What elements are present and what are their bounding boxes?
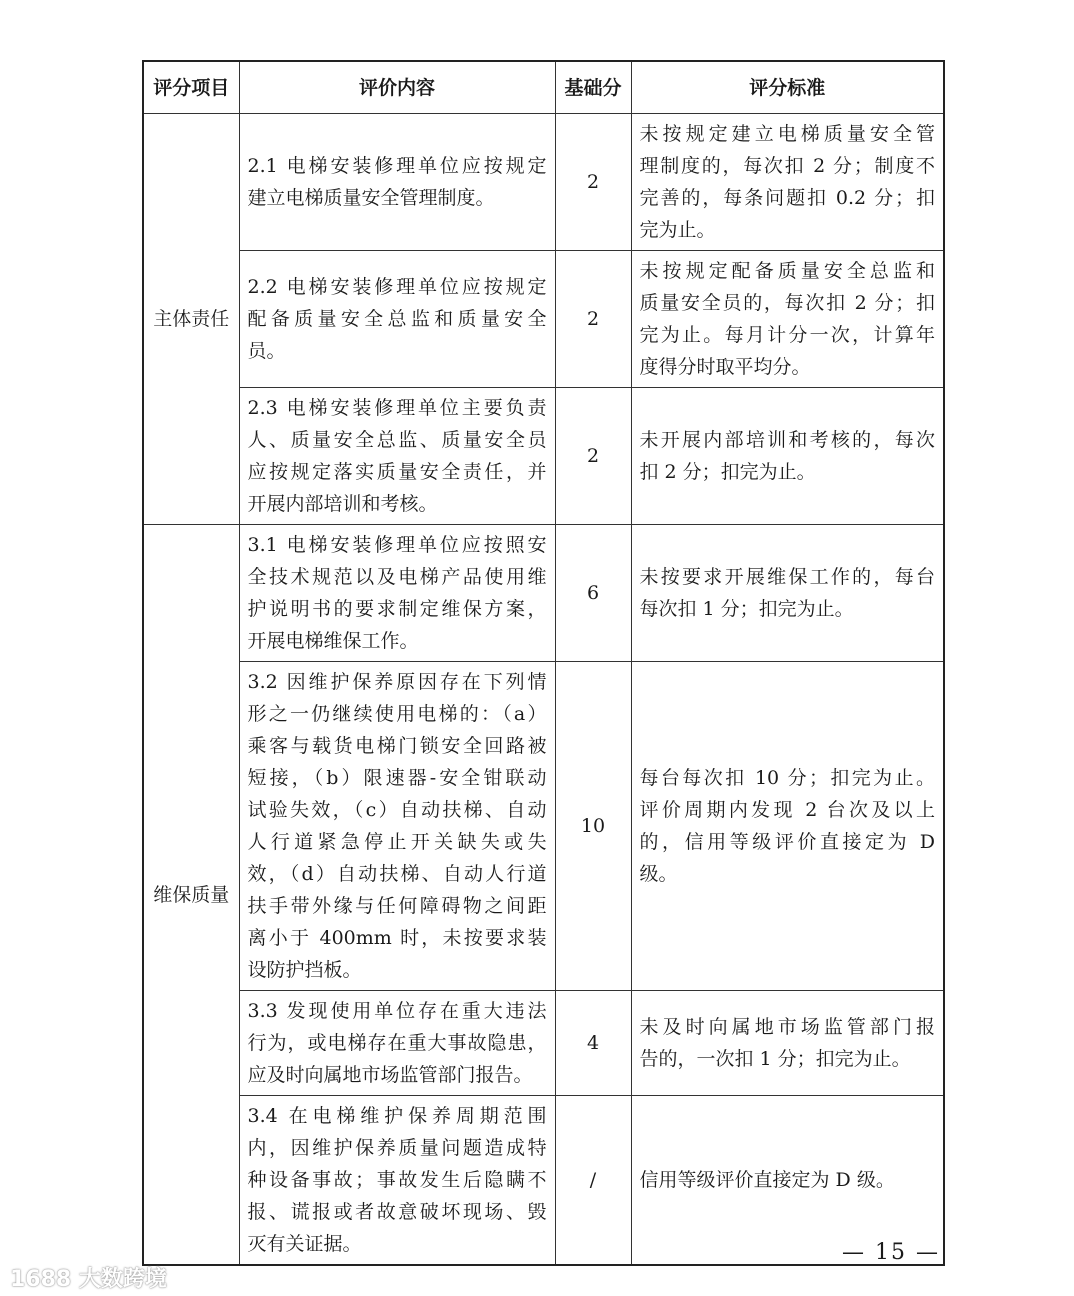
criteria-cell <box>631 251 944 388</box>
header-criteria: 评分标准 <box>631 61 944 114</box>
text-line: 行为，或电梯存在重大事故隐患， <box>247 1032 547 1054</box>
text-line: 乘客与载货电梯门锁安全回路被 <box>247 735 547 757</box>
page-number: — 15 — <box>842 1240 940 1265</box>
content-cell <box>239 1096 555 1266</box>
text-line: 3.2 因维护保养原因存在下列情 <box>247 671 547 693</box>
text-line: 开展电梯维保工作。 <box>247 630 419 652</box>
text-line: 灭有关证据。 <box>247 1233 362 1255</box>
table-row <box>143 662 944 991</box>
score-cell: 4 <box>555 991 631 1096</box>
text-line: 信用等级评价直接定为 D 级。 <box>639 1169 895 1191</box>
text-line: 人、质量安全总监、质量安全员 <box>247 429 547 451</box>
text-line: 未开展内部培训和考核的，每次 <box>639 429 935 451</box>
text-line: 离小于 400mm 时，未按要求装 <box>247 927 547 949</box>
table-row <box>143 525 944 662</box>
content-cell <box>239 114 555 251</box>
content-cell <box>239 388 555 525</box>
text-line: 扶手带外缘与任何障碍物之间距 <box>247 895 547 917</box>
text-line: 告的，一次扣 1 分；扣完为止。 <box>639 1048 911 1070</box>
text-line: 试验失效，（c）自动扶梯、自动 <box>247 799 547 821</box>
text-line: 种设备事故；事故发生后隐瞒不 <box>247 1169 547 1191</box>
text-line: 3.3 发现使用单位存在重大违法 <box>247 1000 547 1022</box>
text-line: 理制度的，每次扣 2 分；制度不 <box>639 155 935 177</box>
text-line: 人行道紧急停止开关缺失或失 <box>247 831 547 853</box>
text-line: 未按规定配备质量安全总监和 <box>639 260 935 282</box>
content-cell <box>239 525 555 662</box>
score-cell: 6 <box>555 525 631 662</box>
text-line: 开展内部培训和考核。 <box>247 493 438 515</box>
text-line: 完为止。 <box>639 219 716 241</box>
text-line: 2.1 电梯安装修理单位应按规定 <box>247 155 547 177</box>
category-cell: 维保质量 <box>143 525 239 1266</box>
content-cell <box>239 662 555 991</box>
header-score: 基础分 <box>555 61 631 114</box>
text-line: 建立电梯质量安全管理制度。 <box>247 187 495 209</box>
criteria-cell <box>631 388 944 525</box>
score-cell: 10 <box>555 662 631 991</box>
text-line: 完善的，每条问题扣 0.2 分；扣 <box>639 187 935 209</box>
text-line: 报、谎报或者故意破坏现场、毁 <box>247 1201 547 1223</box>
text-line: 完为止。每月计分一次，计算年 <box>639 324 935 346</box>
header-content: 评价内容 <box>239 61 555 114</box>
text-line: 度得分时取平均分。 <box>639 356 811 378</box>
category-cell: 主体责任 <box>143 114 239 525</box>
text-line: 未及时向属地市场监管部门报 <box>639 1016 935 1038</box>
scoring-table <box>142 60 945 1266</box>
text-line: 应及时向属地市场监管部门报告。 <box>247 1064 533 1086</box>
criteria-cell <box>631 991 944 1096</box>
criteria-cell <box>631 662 944 991</box>
text-line: 2.2 电梯安装修理单位应按规定 <box>247 276 547 298</box>
text-line: 2.3 电梯安装修理单位主要负责 <box>247 397 547 419</box>
text-line: 配备质量安全总监和质量安全 <box>247 308 547 330</box>
text-line: 效，（d）自动扶梯、自动人行道 <box>247 863 547 885</box>
table-row <box>143 251 944 388</box>
text-line: 未按规定建立电梯质量安全管 <box>639 123 935 145</box>
text-line: 形之一仍继续使用电梯的：（a） <box>247 703 547 725</box>
text-line: 的，信用等级评价直接定为 D <box>639 831 935 853</box>
text-line: 应按规定落实质量安全责任，并 <box>247 461 547 483</box>
text-line: 设防护挡板。 <box>247 959 362 981</box>
text-line: 扣 2 分；扣完为止。 <box>639 461 816 483</box>
text-line: 每台每次扣 10 分；扣完为止。 <box>639 767 935 789</box>
table-row <box>143 991 944 1096</box>
table-row <box>143 1096 944 1266</box>
table-header-row <box>143 61 944 114</box>
text-line: 内，因维护保养质量问题造成特 <box>247 1137 547 1159</box>
header-category: 评分项目 <box>143 61 239 114</box>
score-cell: 2 <box>555 114 631 251</box>
criteria-cell <box>631 525 944 662</box>
score-cell: 2 <box>555 388 631 525</box>
watermark-logo: 1688 大数跨境 <box>10 1267 167 1292</box>
text-line: 级。 <box>639 863 678 885</box>
text-line: 每次扣 1 分；扣完为止。 <box>639 598 854 620</box>
text-line: 质量安全员的，每次扣 2 分；扣 <box>639 292 935 314</box>
score-cell: / <box>555 1096 631 1266</box>
text-line: 3.1 电梯安装修理单位应按照安 <box>247 534 547 556</box>
text-line: 未按要求开展维保工作的，每台 <box>639 566 935 588</box>
content-cell <box>239 991 555 1096</box>
text-line: 短接，（b）限速器-安全钳联动 <box>247 767 547 789</box>
text-line: 评价周期内发现 2 台次及以上 <box>639 799 935 821</box>
score-cell: 2 <box>555 251 631 388</box>
text-line: 全技术规范以及电梯产品使用维 <box>247 566 547 588</box>
criteria-cell <box>631 114 944 251</box>
text-line: 员。 <box>247 340 286 362</box>
text-line: 3.4 在电梯维护保养周期范围 <box>247 1105 547 1127</box>
table-row <box>143 388 944 525</box>
content-cell <box>239 251 555 388</box>
table-row <box>143 114 944 251</box>
text-line: 护说明书的要求制定维保方案， <box>247 598 547 620</box>
